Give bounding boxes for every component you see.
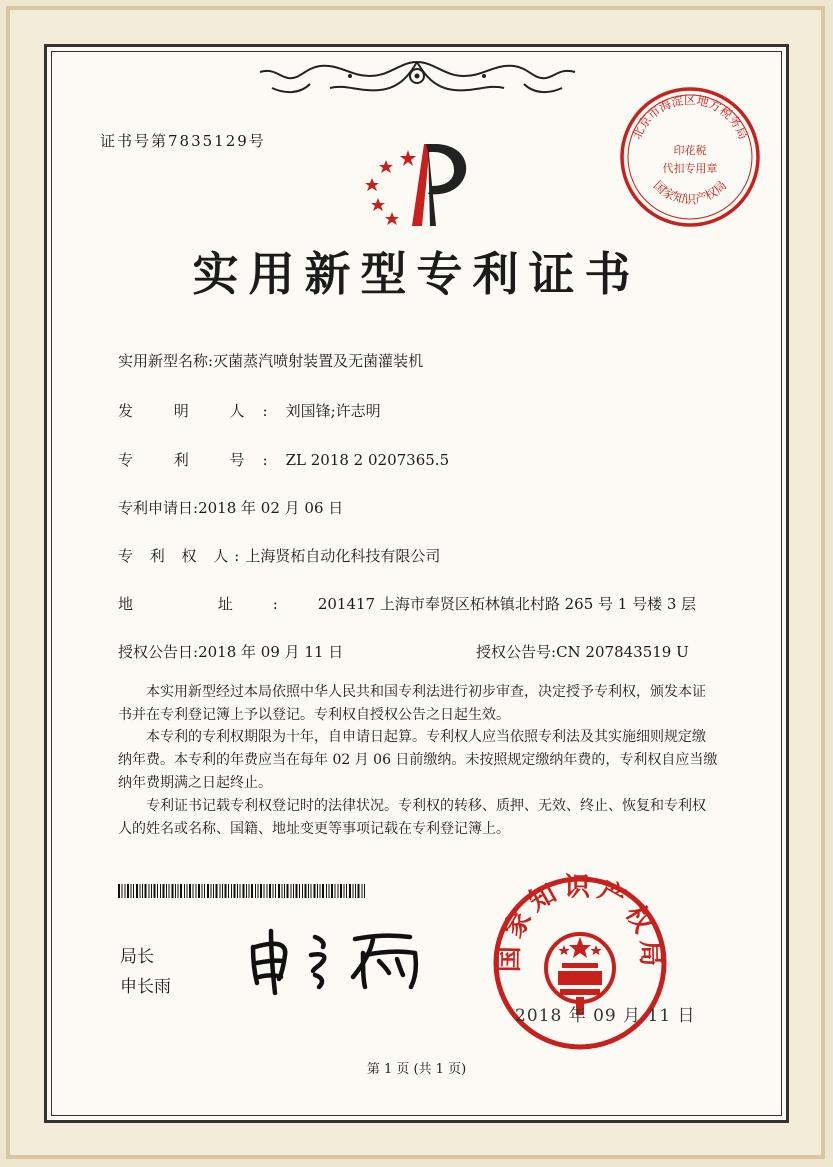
field-grant-date <box>118 641 343 662</box>
field-value: 2018 年 02 月 06 日 <box>198 499 344 517</box>
field-label: 实用新型名称: <box>118 352 214 370</box>
field-inventor <box>118 400 381 421</box>
body-paragraph-2: 本专利的专利权期限为十年，自申请日起算。专利权人应当依照专利法及其实施细则规定缴纳年费。本专利的年费应当在每年 02 月 06 日前缴纳。未按照规定缴纳年费的，专利权自应当缴纳年费期满之日起终止。 <box>118 729 718 791</box>
field-label: 授权公告号: <box>476 643 557 661</box>
body-paragraph-1: 本实用新型经过本局依照中华人民共和国专利法进行初步审查，决定授予专利权，颁发本证书并在专利登记簿上予以登记。专利权自授权公告之日起生效。 <box>118 684 706 723</box>
field-filing-date <box>118 497 343 518</box>
signature-icon <box>245 925 435 995</box>
official-seal-text: 国家知识产权局 <box>494 873 666 973</box>
director-role: 局长 <box>120 947 154 967</box>
field-patent-number <box>118 449 449 470</box>
field-label: 发 明 人: <box>118 402 286 420</box>
field-address <box>118 593 696 614</box>
field-value: 201417 上海市奉贤区柘林镇北村路 265 号 1 号楼 3 层 <box>317 595 697 613</box>
tax-stamp-ring-text: 北京市海淀区地方税务局 <box>629 93 751 142</box>
field-label: 地 址: <box>118 595 318 613</box>
field-label: 专 利 权 人: <box>118 547 246 565</box>
field-patentee <box>118 545 440 566</box>
field-grant-number <box>476 641 689 662</box>
field-value: CN 207843519 U <box>556 643 689 661</box>
svg-text:国家知识产权局 <box>651 178 730 206</box>
field-value: 灭菌蒸汽喷射装置及无菌灌装机 <box>213 352 424 370</box>
seal-date: 2018 年 09 月 11 日 <box>515 1006 696 1026</box>
page-indicator: 第 1 页 (共 1 页) <box>366 1062 467 1077</box>
svg-text:北京市海淀区地方税务局 <box>629 92 750 141</box>
field-value: 2018 年 09 月 11 日 <box>198 643 344 661</box>
tax-stamp-center-1: 印花税 <box>673 144 707 157</box>
svg-text:国家知识产权局 <box>495 873 666 972</box>
field-value: ZL 2018 2 0207365.5 <box>285 451 450 469</box>
body-paragraph-3: 专利证书记载专利权登记时的法律状况。专利权的转移、质押、无效、终止、恢复和专利权人的姓名或名称、国籍、地址变更等事项记载在专利登记簿上。 <box>118 798 706 837</box>
field-value: 刘国锋;许志明 <box>285 402 381 420</box>
field-label: 授权公告日: <box>118 643 199 661</box>
certificate-title: 实用新型专利证书 <box>192 247 641 301</box>
director-name: 申长雨 <box>120 977 171 997</box>
tax-stamp-icon <box>615 82 765 232</box>
field-label: 专 利 号: <box>118 451 286 469</box>
field-value: 上海贤柘自动化科技有限公司 <box>245 547 441 565</box>
official-seal-icon <box>490 873 670 1053</box>
certificate-number: 证书号第7835129号 <box>100 132 266 150</box>
barcode-icon <box>118 884 366 898</box>
cnipa-logo-icon <box>350 130 480 230</box>
field-label: 专利申请日: <box>118 499 199 517</box>
field-utility-model-name <box>118 350 423 371</box>
tax-stamp-bottom-text: 国家知识产权局 <box>650 178 730 207</box>
ornament-icon <box>250 54 585 100</box>
tax-stamp-center-2: 代扣专用章 <box>662 162 718 175</box>
